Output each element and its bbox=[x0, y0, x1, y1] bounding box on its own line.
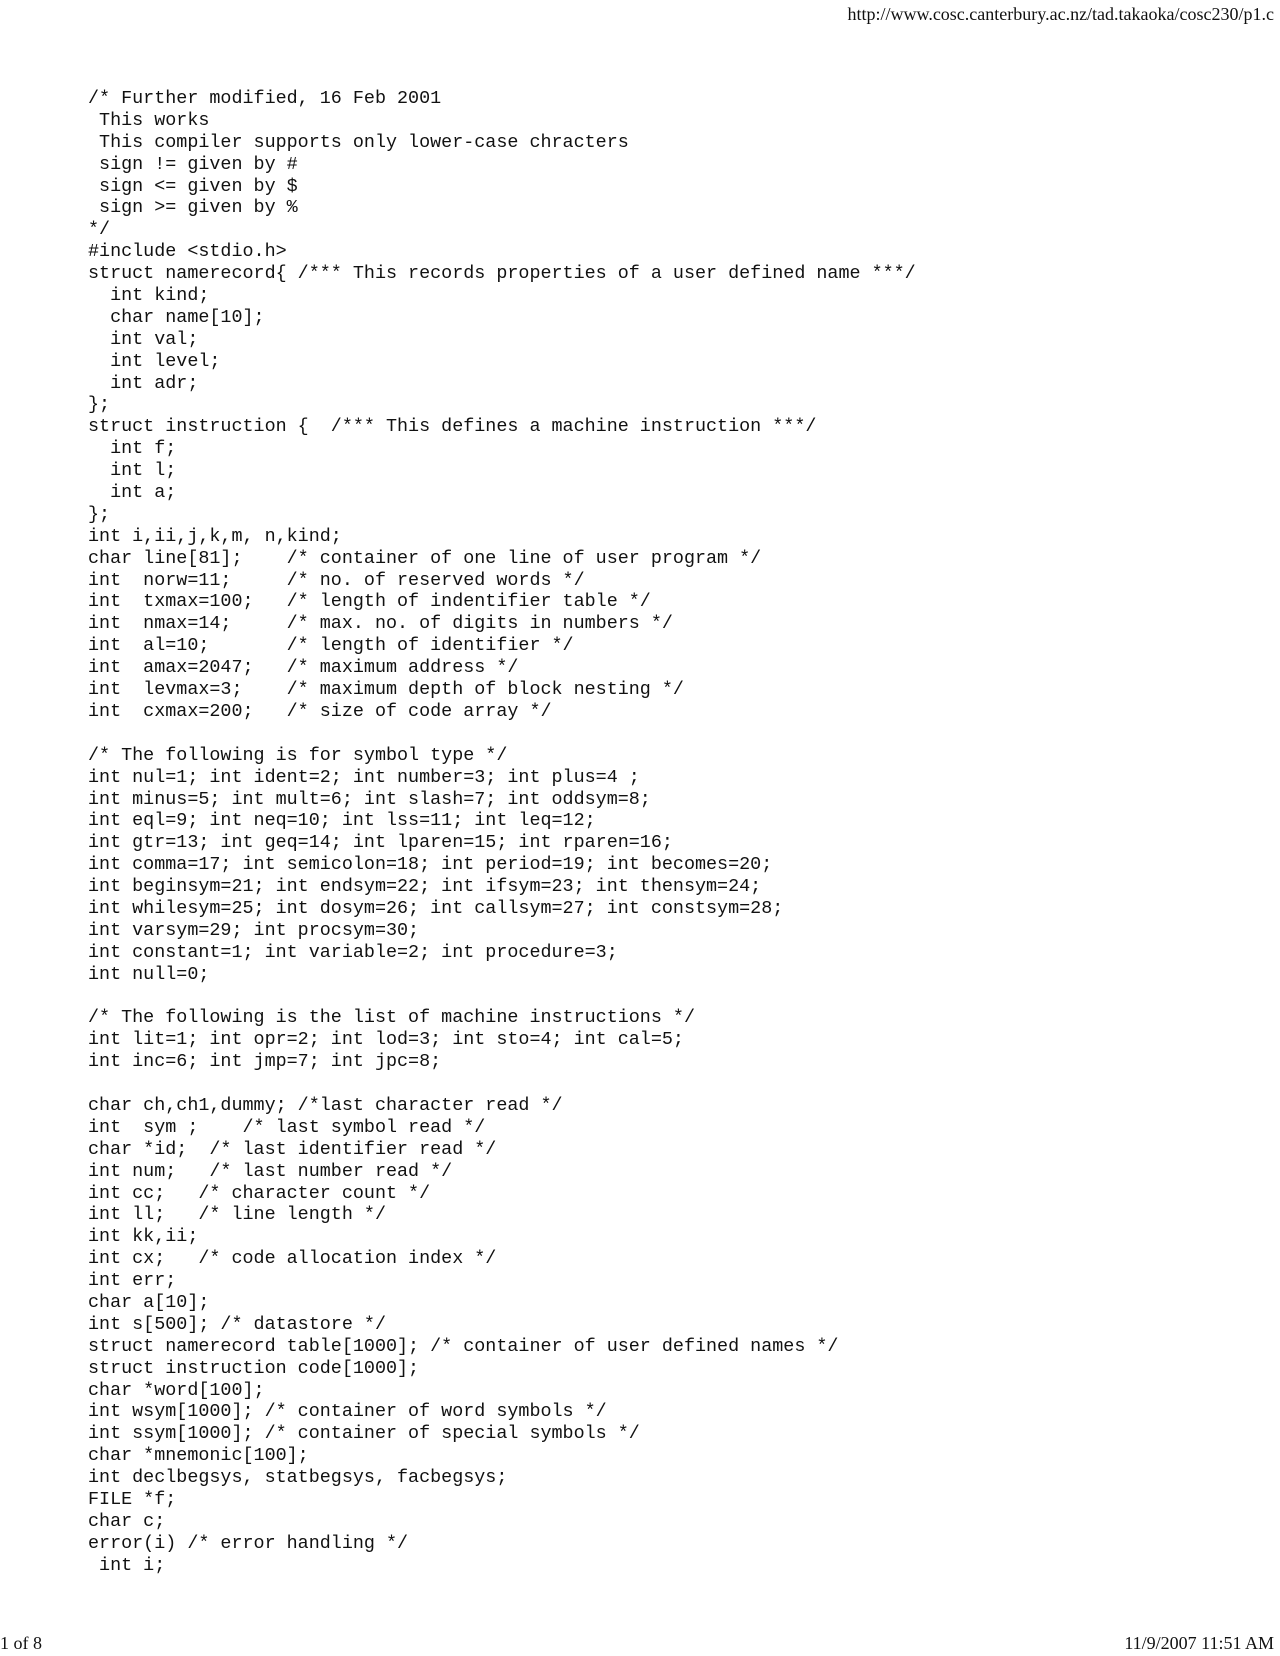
code-line: struct namerecord{ /*** This records properties of a user defined name ***/ bbox=[88, 263, 916, 285]
code-line: char *mnemonic[100]; bbox=[88, 1445, 309, 1467]
page-number: 1 of 8 bbox=[0, 1633, 42, 1653]
code-line: sign >= given by % bbox=[88, 197, 298, 219]
code-line: int wsym[1000]; /* container of word symbols */ bbox=[88, 1401, 607, 1423]
code-line: int varsym=29; int procsym=30; bbox=[88, 919, 420, 941]
code-line: int level; bbox=[88, 350, 221, 372]
code-line: int eql=9; int neq=10; int lss=11; int leq=12; bbox=[88, 810, 596, 832]
code-line: int num; /* last number read */ bbox=[88, 1160, 453, 1182]
code-line: int f; bbox=[88, 438, 177, 460]
code-line: int a; bbox=[88, 482, 177, 504]
code-line: int declbegsys, statbegsys, facbegsys; bbox=[88, 1467, 508, 1489]
code-line: int inc=6; int jmp=7; int jpc=8; bbox=[88, 1051, 442, 1073]
code-line: int amax=2047; /* maximum address */ bbox=[88, 657, 519, 679]
code-line: int err; bbox=[88, 1270, 177, 1292]
code-line: int beginsym=21; int endsym=22; int ifsym=23; int thensym=24; bbox=[88, 876, 762, 898]
code-line: int gtr=13; int geq=14; int lparen=15; int rparen=16; bbox=[88, 832, 673, 854]
code-line: struct namerecord table[1000]; /* container of user defined names */ bbox=[88, 1335, 839, 1357]
code-line: int adr; bbox=[88, 372, 199, 394]
code-line: char *word[100]; bbox=[88, 1379, 265, 1401]
code-line: int ssym[1000]; /* container of special symbols */ bbox=[88, 1423, 640, 1445]
code-line: sign <= given by $ bbox=[88, 175, 298, 197]
code-line: error(i) /* error handling */ bbox=[88, 1532, 409, 1554]
code-line: int levmax=3; /* maximum depth of block nesting */ bbox=[88, 679, 684, 701]
code-line: int nul=1; int ident=2; int number=3; int plus=4 ; bbox=[88, 766, 640, 788]
code-line: int kk,ii; bbox=[88, 1226, 199, 1248]
code-line: int constant=1; int variable=2; int procedure=3; bbox=[88, 941, 618, 963]
code-line: int minus=5; int mult=6; int slash=7; int oddsym=8; bbox=[88, 788, 651, 810]
code-line: }; bbox=[88, 394, 111, 416]
code-line: char ch,ch1,dummy; /*last character read */ bbox=[88, 1094, 563, 1116]
code-line bbox=[88, 986, 916, 1008]
code-line: char *id; /* last identifier read */ bbox=[88, 1138, 497, 1160]
code-line: int cc; /* character count */ bbox=[88, 1182, 431, 1204]
code-line: struct instruction code[1000]; bbox=[88, 1357, 420, 1379]
code-line: int comma=17; int semicolon=18; int period=19; int becomes=20; bbox=[88, 854, 773, 876]
code-line: sign != given by # bbox=[88, 153, 298, 175]
code-line: int cxmax=200; /* size of code array */ bbox=[88, 700, 552, 722]
code-line: char a[10]; bbox=[88, 1291, 210, 1313]
code-line: char c; bbox=[88, 1510, 166, 1532]
code-line: /* Further modified, 16 Feb 2001 bbox=[88, 88, 442, 109]
code-line: #include <stdio.h> bbox=[88, 241, 287, 263]
code-line: int norw=11; /* no. of reserved words */ bbox=[88, 569, 585, 591]
code-line: int null=0; bbox=[88, 963, 210, 985]
code-line: /* The following is the list of machine instructions */ bbox=[88, 1007, 695, 1029]
code-line: int kind; bbox=[88, 285, 210, 307]
page-header-url: http://www.cosc.canterbury.ac.nz/tad.takaoka/cosc230/p1.c bbox=[847, 4, 1274, 24]
code-line: char name[10]; bbox=[88, 306, 265, 328]
code-line: int ll; /* line length */ bbox=[88, 1204, 386, 1226]
code-line: /* The following is for symbol type */ bbox=[88, 744, 508, 766]
code-line: int i,ii,j,k,m, n,kind; bbox=[88, 525, 342, 547]
source-code-listing bbox=[88, 88, 916, 1577]
code-line: int s[500]; /* datastore */ bbox=[88, 1313, 386, 1335]
code-line: int val; bbox=[88, 328, 199, 350]
code-line: int whilesym=25; int dosym=26; int callsym=27; int constsym=28; bbox=[88, 897, 784, 919]
code-line: */ bbox=[88, 219, 111, 241]
code-line: int cx; /* code allocation index */ bbox=[88, 1248, 497, 1270]
code-line bbox=[88, 723, 916, 745]
code-line: int sym ; /* last symbol read */ bbox=[88, 1116, 486, 1138]
code-line: }; bbox=[88, 503, 111, 525]
code-line: int al=10; /* length of identifier */ bbox=[88, 635, 574, 657]
code-line: struct instruction { /*** This defines a machine instruction ***/ bbox=[88, 416, 817, 438]
code-line: This works bbox=[88, 109, 210, 131]
code-line: int nmax=14; /* max. no. of digits in numbers */ bbox=[88, 613, 673, 635]
code-line bbox=[88, 1073, 916, 1095]
code-line: int l; bbox=[88, 460, 177, 482]
code-line: FILE *f; bbox=[88, 1489, 177, 1510]
code-line: int i; bbox=[88, 1554, 166, 1576]
code-line: char line[81]; /* container of one line of user program */ bbox=[88, 547, 762, 569]
print-timestamp: 11/9/2007 11:51 AM bbox=[1124, 1633, 1274, 1653]
code-line: int txmax=100; /* length of indentifier table */ bbox=[88, 591, 651, 613]
code-line: int lit=1; int opr=2; int lod=3; int sto=4; int cal=5; bbox=[88, 1029, 684, 1051]
code-line: This compiler supports only lower-case chracters bbox=[88, 131, 629, 153]
